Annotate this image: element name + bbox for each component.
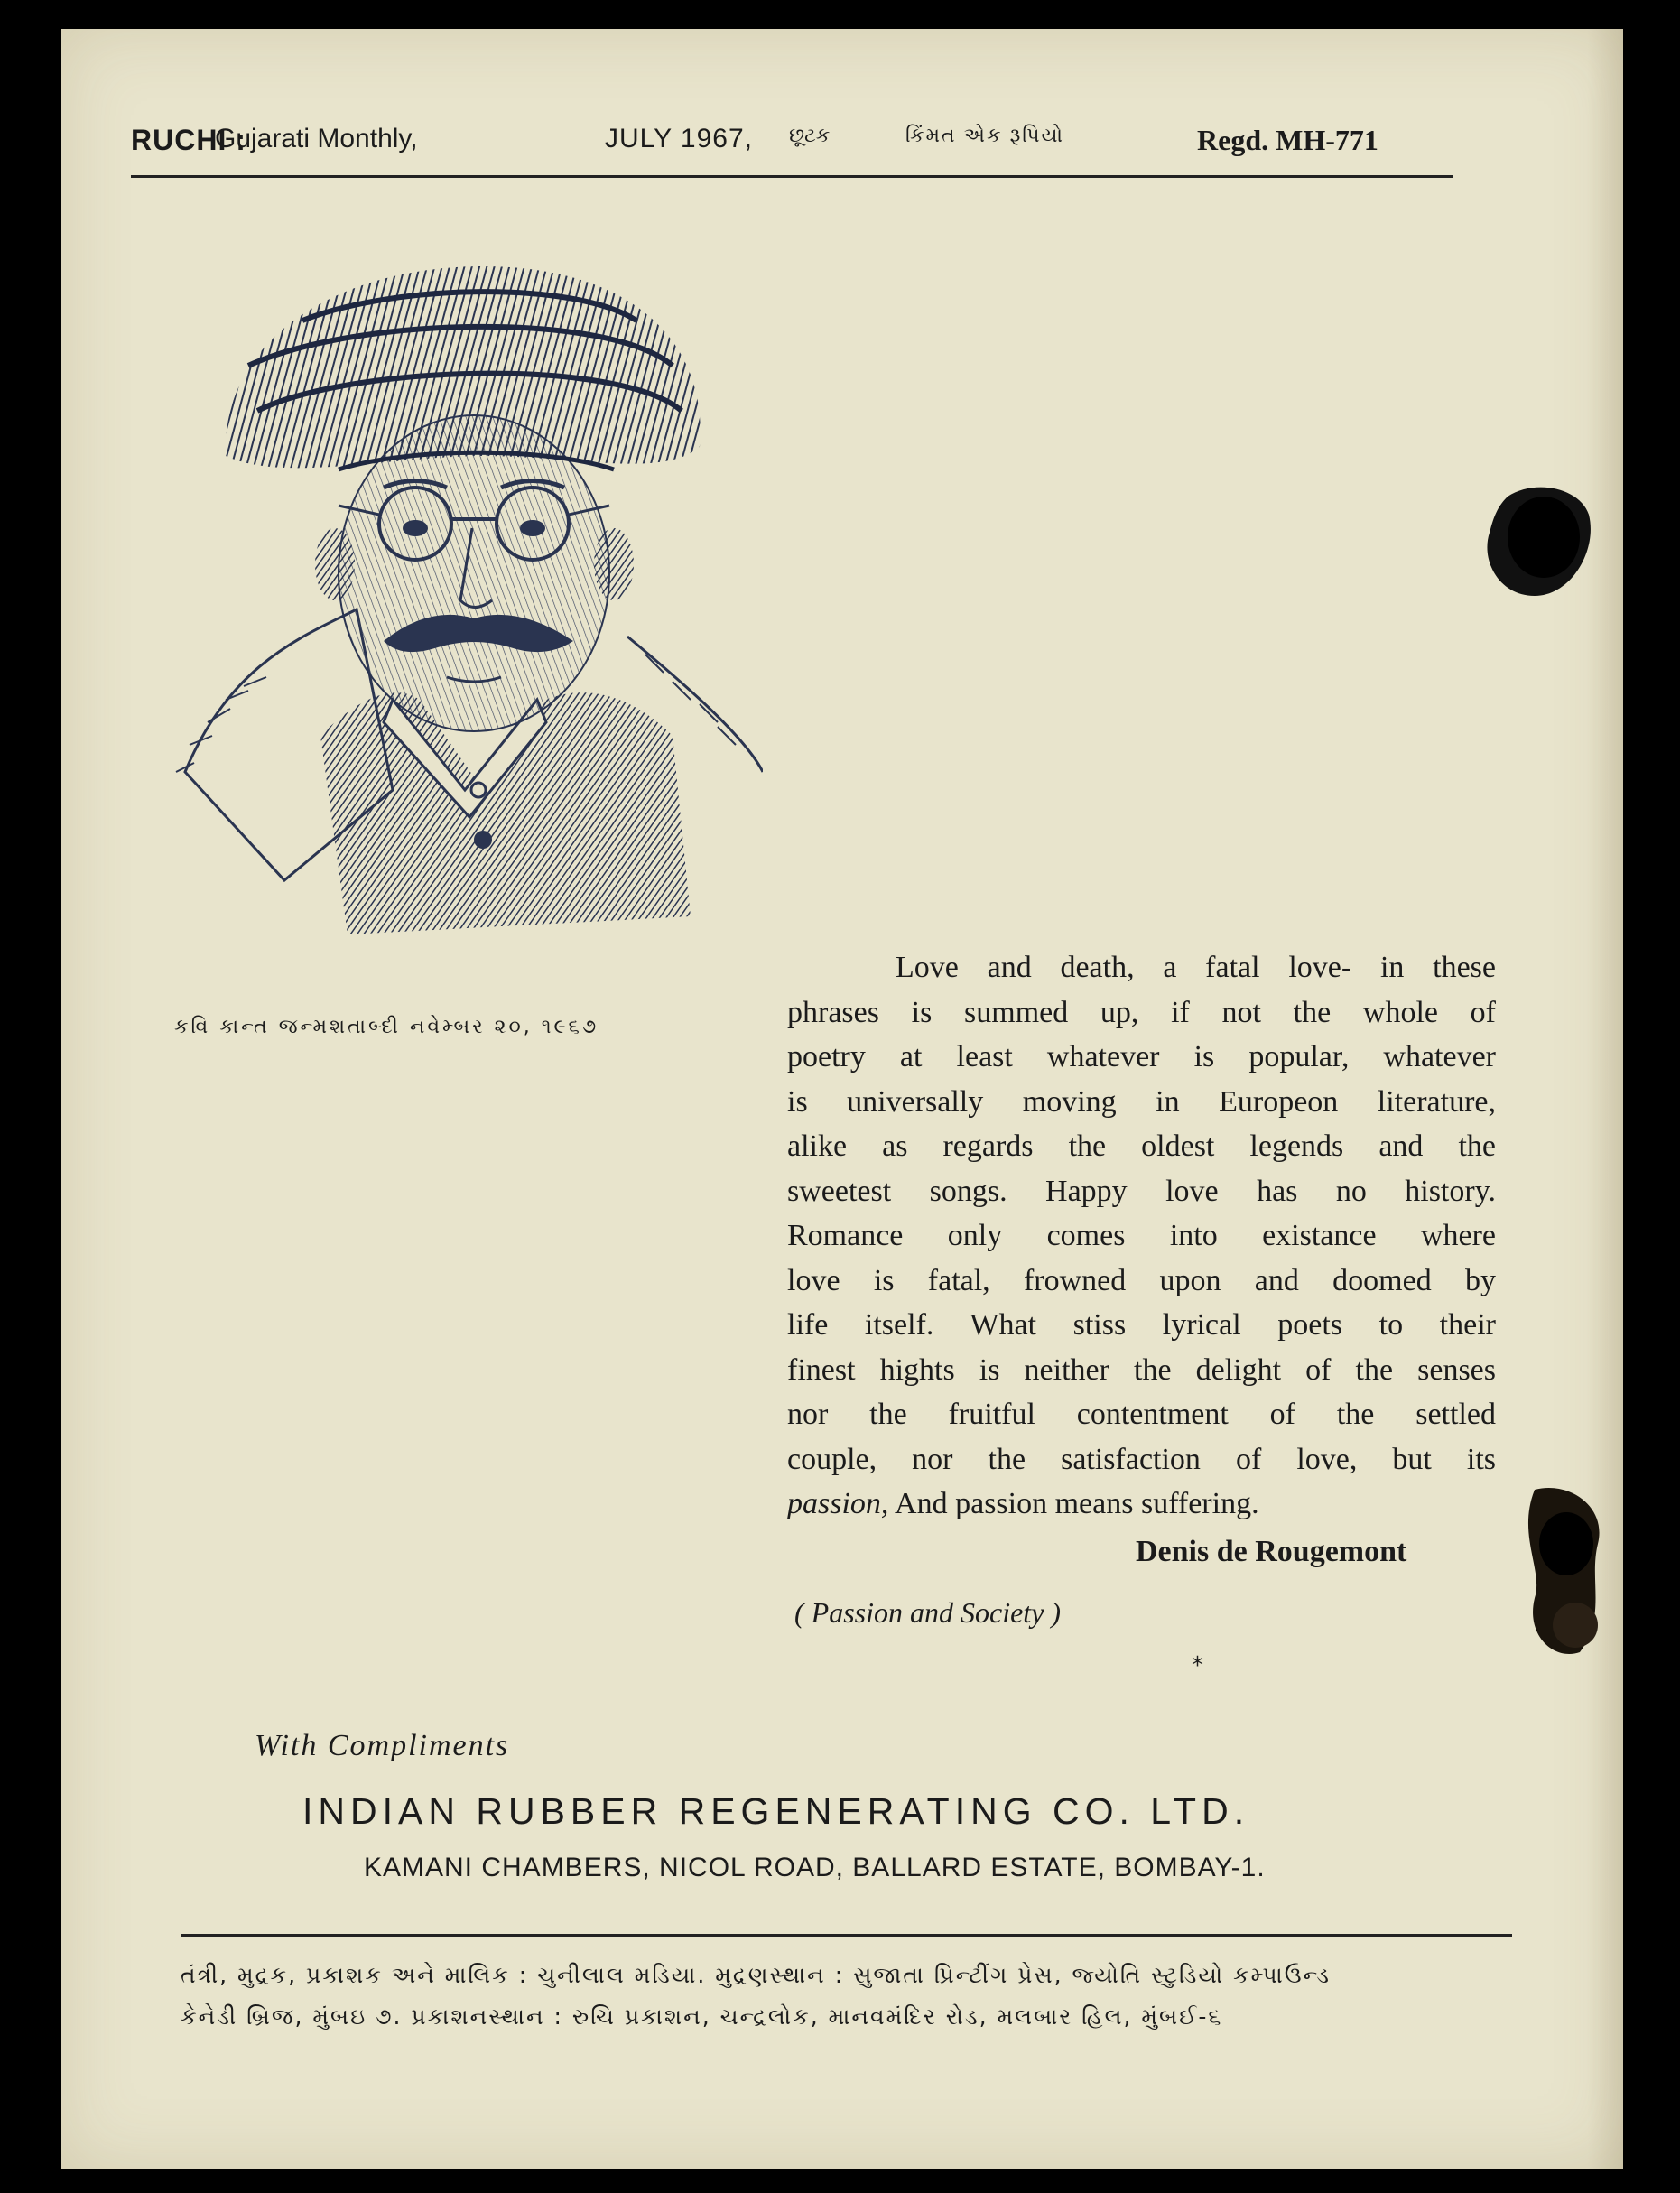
company-address: KAMANI CHAMBERS, NICOL ROAD, BALLARD ESTATE, BOMBAY-1. [364, 1853, 1266, 1882]
quote-last-line-text: And passion means suffering. [888, 1487, 1259, 1520]
quote-emphasis: passion, [787, 1487, 889, 1520]
imprint-line: કેનેડી બ્રિજ, મુંબઇ ૭. પ્રકાશનસ્થાન : રુચિ પ્રકાશન, ચન્દ્રલોક, માનવમંદિર રોડ, મલબાર હિલ, મુંબઈ-૬ [181, 2003, 1223, 2030]
magazine-subtitle: Gujarati Monthly, [215, 124, 418, 153]
footer-rule [181, 1934, 1512, 1937]
quote-line: sweetest songs. Happy love has no history. [787, 1174, 1496, 1208]
registration-number: Regd. MH-771 [1197, 124, 1378, 156]
issue-date: JULY 1967, [605, 124, 753, 153]
quote-line: couple, nor the satisfaction of love, but its [787, 1442, 1496, 1476]
quote-line: poetry at least whatever is popular, whatever [787, 1040, 1496, 1073]
header-rule [131, 175, 1453, 178]
quote-line: Romance only comes into existance where [787, 1219, 1496, 1252]
quote-author: Denis de Rougemont [1136, 1535, 1407, 1568]
price-label: કિંમત એક રૂપિયો [905, 124, 1065, 146]
quote-block [787, 945, 1496, 1527]
quote-line: is universally moving in Europeon literature, [787, 1084, 1496, 1119]
masthead [131, 124, 1449, 169]
imprint-line: તંત્રી, મુદ્રક, પ્રકાશક અને માલિક : ચુનીલાલ મડિયા. મુદ્રણસ્થાન : સુજાતા પ્રિન્ટીંગ પ્રેસ, જ્યોતિ સ્ટુડિયો કમ્પાઉન્ડ [181, 1962, 1331, 1988]
quote-line: nor the fruitful contentment of the settled [787, 1398, 1496, 1431]
quote-line: phrases is summed up, if not the whole of [787, 995, 1496, 1029]
burn-stain-lower [1508, 1481, 1616, 1661]
magazine-title: RUCHI : [131, 124, 246, 156]
imprint-footer [181, 1955, 1517, 2038]
quote-line: finest hights is neither the delight of the senses [787, 1352, 1496, 1387]
compliments-line: With Compliments [255, 1729, 510, 1762]
poet-portrait [122, 230, 763, 998]
quote-line: alike as regards the oldest legends and the [787, 1129, 1496, 1163]
quote-source: ( Passion and Society ) [794, 1596, 1062, 1629]
quote-line: life itself. What stiss lyrical poets to their [787, 1308, 1496, 1342]
issue-label: છૂટક [789, 124, 831, 146]
quote-line: Love and death, a fatal love- in these [896, 951, 1496, 984]
quote-last-line [787, 1482, 1496, 1527]
company-name: INDIAN RUBBER REGENERATING CO. LTD. [302, 1790, 1250, 1832]
ornament-asterisk: * [1192, 1652, 1203, 1679]
quote-line: love is fatal, frowned upon and doomed by [787, 1263, 1496, 1297]
portrait-caption: કવિ કાન્ત જન્મશતાબ્દી નવેમ્બર ૨૦, ૧૯૬૭ [174, 1016, 599, 1038]
burn-stain-upper [1480, 479, 1598, 605]
